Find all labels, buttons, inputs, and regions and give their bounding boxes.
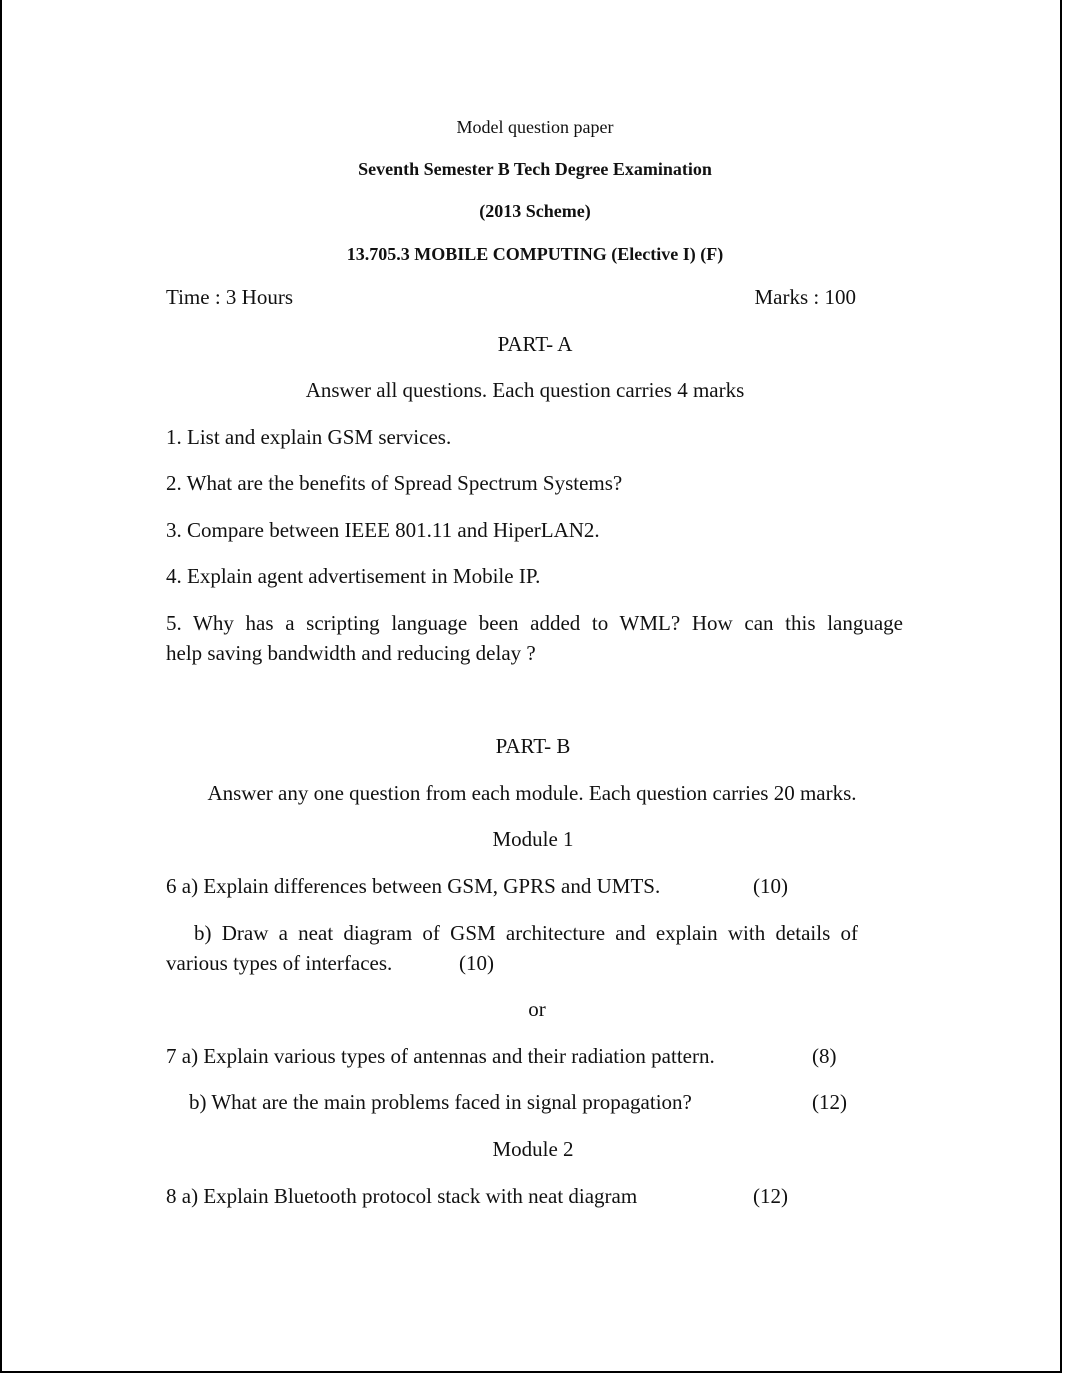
question-6a-marks: (10) [753, 874, 788, 898]
question-8a-marks: (12) [753, 1184, 788, 1208]
question-6a: 6 a) Explain differences between GSM, GPRS and UMTS. [166, 874, 661, 898]
question-5-line-2: help saving bandwidth and reducing delay ? [166, 641, 536, 665]
part-a-title: PART- A [497, 332, 573, 356]
question-8a: 8 a) Explain Bluetooth protocol stack with neat diagram [166, 1184, 638, 1208]
module-2-title: Module 2 [492, 1137, 574, 1161]
question-4: 4. Explain agent advertisement in Mobile IP. [166, 564, 541, 588]
header-scheme: (2013 Scheme) [479, 201, 591, 221]
header-course: 13.705.3 MOBILE COMPUTING (Elective I) (F) [346, 244, 724, 264]
header-title: Model question paper [456, 117, 614, 137]
question-2: 2. What are the benefits of Spread Spectrum Systems? [166, 471, 623, 495]
header-exam-name: Seventh Semester B Tech Degree Examination [358, 159, 712, 179]
question-6b-marks: (10) [459, 951, 494, 975]
question-6b-line-1: b) Draw a neat diagram of GSM architecture and explain with details of [194, 921, 858, 945]
or-separator: or [528, 997, 546, 1021]
marks-label: Marks : 100 [754, 285, 856, 309]
question-3: 3. Compare between IEEE 801.11 and HiperLAN2. [166, 518, 600, 542]
part-b-instruction: Answer any one question from each module. Each question carries 20 marks. [207, 781, 857, 805]
part-b-title: PART- B [495, 734, 571, 758]
question-7b-marks: (12) [812, 1090, 847, 1114]
question-6b-line-2: various types of interfaces. [166, 951, 393, 975]
question-7b: b) What are the main problems faced in signal propagation? [189, 1090, 692, 1114]
question-1: 1. List and explain GSM services. [166, 425, 452, 449]
module-1-title: Module 1 [492, 827, 574, 851]
question-7a-marks: (8) [812, 1044, 837, 1068]
question-5-line-1: 5. Why has a scripting language been added to WML? How can this language [166, 611, 903, 635]
question-7a: 7 a) Explain various types of antennas and their radiation pattern. [166, 1044, 715, 1068]
time-label: Time : 3 Hours [166, 285, 293, 309]
part-a-instruction: Answer all questions. Each question carries 4 marks [305, 378, 745, 402]
